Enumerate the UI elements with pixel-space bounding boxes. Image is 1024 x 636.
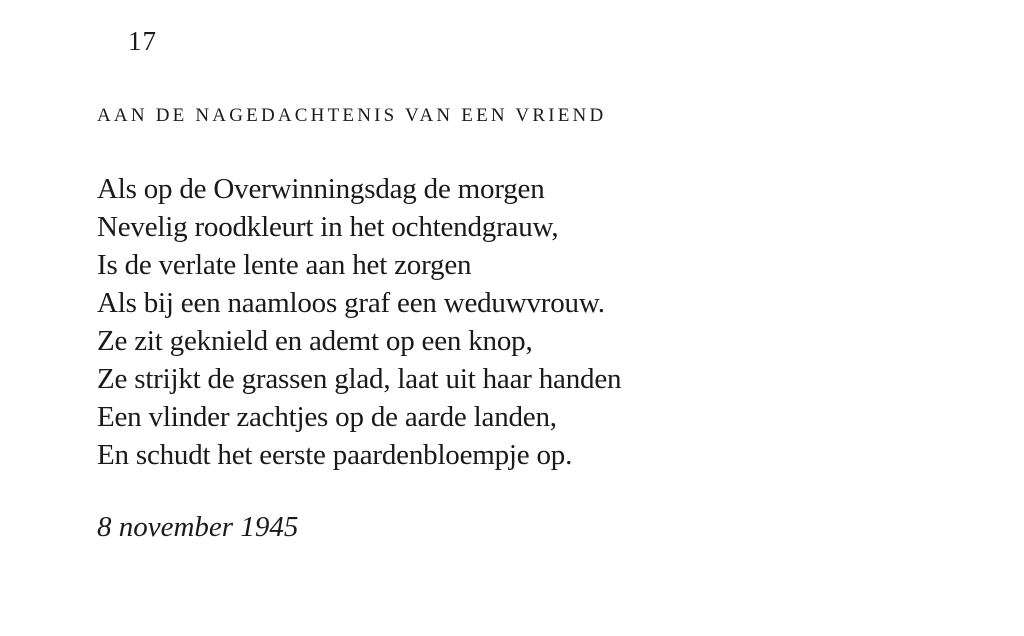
page-number: 17 <box>128 26 157 56</box>
poem-date: 8 november 1945 <box>97 511 299 543</box>
poem-title: AAN DE NAGEDACHTENIS VAN EEN VRIEND <box>97 105 607 126</box>
poem-line: Ze zit geknield en ademt op een knop, <box>97 325 533 357</box>
poem-line: Als bij een naamloos graf een weduwvrouw. <box>97 287 605 319</box>
poem-body <box>97 170 621 474</box>
poem-line: En schudt het eerste paardenbloempje op. <box>97 439 573 471</box>
poem-line: Ze strijkt de grassen glad, laat uit haar handen <box>97 363 622 395</box>
poem-line: Als op de Overwinningsdag de morgen <box>97 173 545 205</box>
poem-line: Nevelig roodkleurt in het ochtendgrauw, <box>97 211 559 243</box>
poem-line: Een vlinder zachtjes op de aarde landen, <box>97 401 557 433</box>
poem-line: Is de verlate lente aan het zorgen <box>97 249 472 281</box>
